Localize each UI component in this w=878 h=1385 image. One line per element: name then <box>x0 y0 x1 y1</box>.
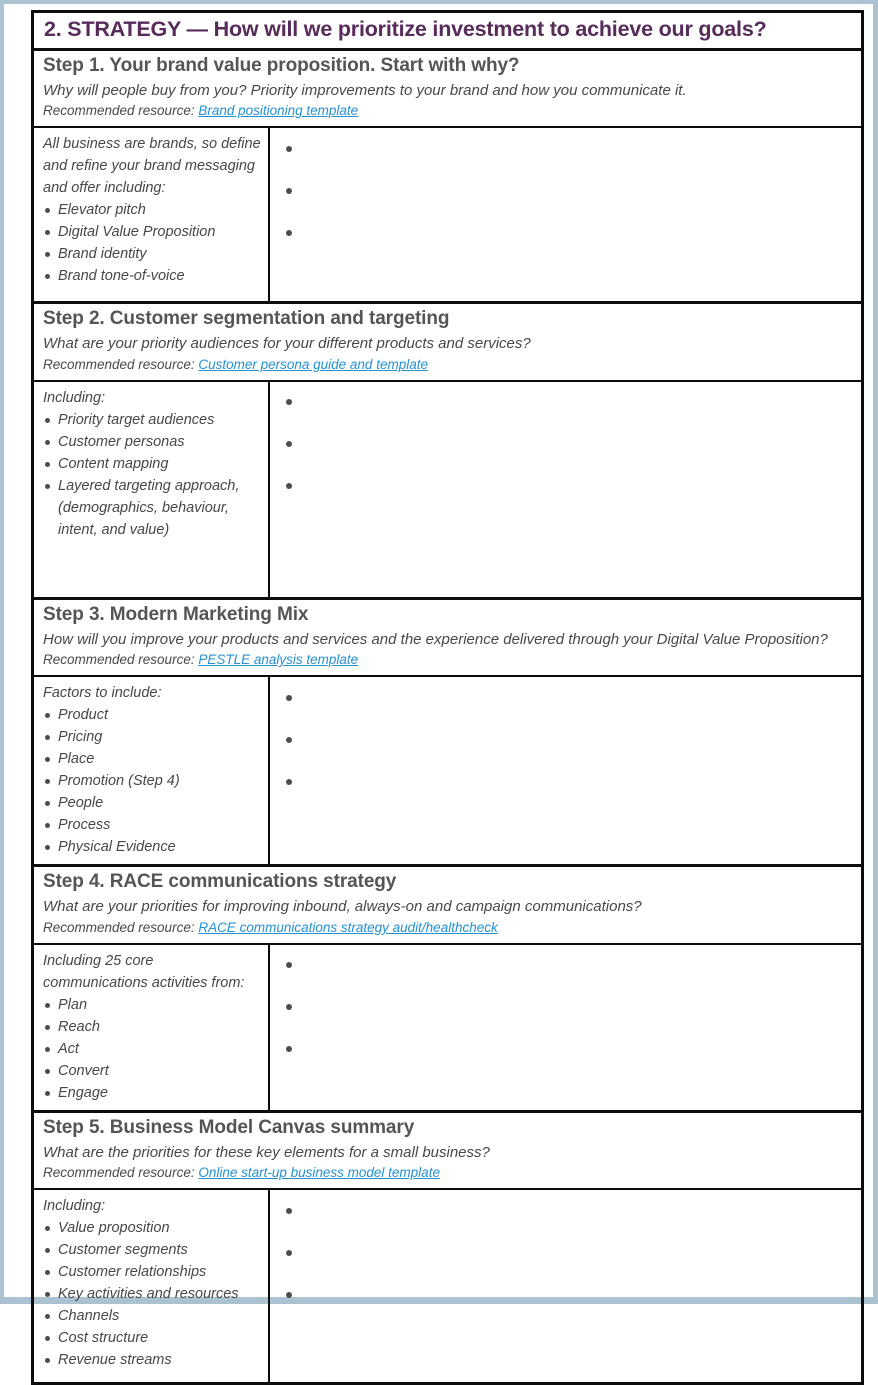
bullet-icon <box>45 1003 50 1008</box>
empty-bullet <box>286 1242 861 1263</box>
bullet-icon <box>45 230 50 235</box>
bullet-icon <box>45 1358 50 1363</box>
empty-bullet <box>286 955 861 976</box>
bullet-label: Promotion (Step 4) <box>58 773 180 790</box>
resource-label: Recommended resource: <box>43 919 199 935</box>
bullet-label: Layered targeting approach, (demographics, behaviour, intent, and value) <box>58 477 240 538</box>
bullet-item <box>43 475 262 541</box>
empty-bullet <box>286 434 861 455</box>
resource-line <box>43 356 852 374</box>
bullet-item <box>43 994 262 1016</box>
section-header <box>34 867 861 945</box>
bullet-item <box>43 431 262 453</box>
bullet-icon <box>286 399 292 405</box>
bullet-label: Product <box>58 707 108 724</box>
bullet-icon <box>286 230 292 236</box>
bullet-icon <box>45 779 50 784</box>
bullet-icon <box>45 1270 50 1275</box>
right-cell <box>270 128 861 301</box>
content-row <box>34 945 861 1113</box>
bullet-icon <box>45 252 50 257</box>
resource-link[interactable]: PESTLE analysis template <box>198 652 359 668</box>
resource-label: Recommended resource: <box>43 356 199 372</box>
empty-bullet <box>286 1039 861 1060</box>
empty-bullet <box>286 138 861 159</box>
section-step-2 <box>34 304 861 600</box>
bullet-icon <box>286 1004 292 1010</box>
section-header <box>34 304 861 382</box>
empty-bullet <box>286 180 861 201</box>
bullet-icon <box>45 1248 50 1253</box>
resource-link[interactable]: Brand positioning template <box>198 103 359 119</box>
empty-bullet <box>286 476 861 497</box>
left-cell <box>34 945 270 1110</box>
empty-bullet <box>286 1200 861 1221</box>
bullet-item <box>43 221 262 243</box>
section-step-5 <box>34 1113 861 1383</box>
bullet-icon <box>45 735 50 740</box>
step-question: What are your priority audiences for your different products and services? <box>43 335 531 353</box>
bullet-label: People <box>58 795 104 812</box>
bullet-item <box>43 1060 262 1082</box>
bullet-item <box>43 1261 262 1283</box>
bullet-label: Key activities and resources <box>58 1286 239 1303</box>
title-row <box>34 13 861 51</box>
empty-bullet <box>286 222 861 243</box>
bullet-icon <box>286 779 292 785</box>
bullet-item <box>43 726 262 748</box>
bullet-icon <box>286 1046 292 1052</box>
bullet-item <box>43 199 262 221</box>
bullet-label: Digital Value Proposition <box>58 224 216 241</box>
bullet-item <box>43 1283 262 1305</box>
bullet-label: Convert <box>58 1062 109 1079</box>
resource-label: Recommended resource: <box>43 103 199 119</box>
bullet-icon <box>45 1069 50 1074</box>
bullet-item <box>43 748 262 770</box>
resource-link[interactable]: Online start-up business model template <box>198 1165 440 1181</box>
bullet-item <box>43 453 262 475</box>
resource-label: Recommended resource: <box>43 652 199 668</box>
bullet-item <box>43 1038 262 1060</box>
step-question: What are the priorities for these key elements for a small business? <box>43 1143 490 1161</box>
bullet-label: Elevator pitch <box>58 202 146 219</box>
empty-bullet <box>286 687 861 708</box>
bullet-item <box>43 704 262 726</box>
bullet-item <box>43 1327 262 1349</box>
bullet-label: Reach <box>58 1018 100 1035</box>
bullet-label: Physical Evidence <box>58 839 176 856</box>
bullet-icon <box>45 823 50 828</box>
bullet-icon <box>286 1208 292 1214</box>
bullet-icon <box>45 845 50 850</box>
bullet-label: Place <box>58 751 95 768</box>
resource-line <box>43 102 852 120</box>
right-cell <box>270 677 861 864</box>
step-heading: Step 1. Your brand value proposition. Start with why? <box>43 54 520 76</box>
bullet-icon <box>286 695 292 701</box>
section-step-1 <box>34 51 861 305</box>
content-row <box>34 382 861 600</box>
bullet-icon <box>45 462 50 467</box>
step-heading: Step 5. Business Model Canvas summary <box>43 1116 415 1138</box>
bullet-icon <box>45 484 50 489</box>
bullet-item <box>43 243 262 265</box>
bullet-icon <box>45 274 50 279</box>
bullet-label: Process <box>58 817 111 834</box>
bullet-icon <box>286 146 292 152</box>
step-heading: Step 4. RACE communications strategy <box>43 871 397 893</box>
right-cell <box>270 1190 861 1382</box>
content-row <box>34 677 861 867</box>
bullet-label: Channels <box>58 1308 120 1325</box>
bullet-item <box>43 1305 262 1327</box>
step-question: Why will people buy from you? Priority improvements to your brand and how you communicate it. <box>43 81 687 99</box>
bullet-label: Value proposition <box>58 1220 170 1237</box>
bullet-item <box>43 1239 262 1261</box>
bullet-label: Revenue streams <box>58 1352 172 1369</box>
resource-link[interactable]: Customer persona guide and template <box>198 356 428 372</box>
bullet-item <box>43 792 262 814</box>
resource-line <box>43 919 852 937</box>
left-cell <box>34 128 270 301</box>
bullet-icon <box>286 1292 292 1298</box>
bullet-item <box>43 770 262 792</box>
right-cell <box>270 945 861 1110</box>
empty-bullet <box>286 392 861 413</box>
bullet-list <box>43 704 262 858</box>
bullet-label: Brand identity <box>58 246 147 263</box>
bullet-icon <box>45 1336 50 1341</box>
bullet-icon <box>45 1292 50 1297</box>
bullet-item <box>43 814 262 836</box>
bullet-icon <box>45 440 50 445</box>
resource-line <box>43 651 852 669</box>
left-intro: All business are brands, so define and refine your brand messaging and offer including: <box>43 136 261 197</box>
empty-bullet <box>286 1284 861 1305</box>
bullet-item <box>43 409 262 431</box>
bullet-item <box>43 1217 262 1239</box>
empty-bullet <box>286 729 861 750</box>
bullet-label: Customer relationships <box>58 1264 207 1281</box>
bullet-list <box>43 409 262 541</box>
bullet-item <box>43 836 262 858</box>
right-cell <box>270 382 861 597</box>
step-heading: Step 3. Modern Marketing Mix <box>43 603 309 625</box>
content-row <box>34 128 861 304</box>
empty-bullet <box>286 997 861 1018</box>
empty-bullet <box>286 771 861 792</box>
left-intro: Including 25 core communications activities from: <box>43 952 245 991</box>
bullet-list <box>43 199 262 287</box>
bullet-icon <box>286 1250 292 1256</box>
left-intro: Including: <box>43 1198 106 1215</box>
bullet-icon <box>45 1047 50 1052</box>
bullet-item <box>43 1349 262 1371</box>
section-header <box>34 600 861 678</box>
section-step-3 <box>34 600 861 868</box>
left-cell <box>34 677 270 864</box>
bullet-icon <box>45 757 50 762</box>
strategy-table <box>31 10 864 1385</box>
left-intro: Factors to include: <box>43 685 162 702</box>
content-row <box>34 1190 861 1382</box>
bullet-item <box>43 265 262 287</box>
bullet-icon <box>286 962 292 968</box>
left-cell <box>34 1190 270 1382</box>
bullet-list <box>43 994 262 1104</box>
bullet-icon <box>45 1314 50 1319</box>
bullet-icon <box>286 483 292 489</box>
bullet-icon <box>45 208 50 213</box>
bullet-label: Customer personas <box>58 433 185 450</box>
bullet-item <box>43 1082 262 1104</box>
left-intro: Including: <box>43 389 106 406</box>
bullet-icon <box>286 188 292 194</box>
bullet-label: Pricing <box>58 729 103 746</box>
bullet-icon <box>45 1091 50 1096</box>
bullet-icon <box>45 801 50 806</box>
bullet-icon <box>286 737 292 743</box>
section-header <box>34 51 861 129</box>
step-question: What are your priorities for improving inbound, always-on and campaign communications? <box>43 898 642 916</box>
bullet-label: Brand tone-of-voice <box>58 268 185 285</box>
bullet-list <box>43 1217 262 1371</box>
bullet-icon <box>45 713 50 718</box>
resource-label: Recommended resource: <box>43 1165 199 1181</box>
bullet-label: Plan <box>58 996 88 1013</box>
section-step-4 <box>34 867 861 1113</box>
bullet-label: Act <box>58 1040 79 1057</box>
bullet-label: Cost structure <box>58 1330 149 1347</box>
bullet-icon <box>45 1025 50 1030</box>
bullet-item <box>43 1016 262 1038</box>
bullet-icon <box>45 1226 50 1231</box>
step-question: How will you improve your products and services and the experience delivered through your Digital Value Proposition? <box>43 630 828 648</box>
bullet-icon <box>286 441 292 447</box>
section-header <box>34 1113 861 1191</box>
left-cell <box>34 382 270 597</box>
bullet-label: Content mapping <box>58 455 169 472</box>
page-title: 2. STRATEGY — How will we prioritize investment to achieve our goals? <box>44 17 767 41</box>
bullet-icon <box>45 418 50 423</box>
resource-line <box>43 1164 852 1182</box>
bullet-label: Priority target audiences <box>58 411 215 428</box>
bullet-label: Customer segments <box>58 1242 188 1259</box>
resource-link[interactable]: RACE communications strategy audit/healthcheck <box>198 919 498 935</box>
bullet-label: Engage <box>58 1084 108 1101</box>
step-heading: Step 2. Customer segmentation and targeting <box>43 308 450 330</box>
